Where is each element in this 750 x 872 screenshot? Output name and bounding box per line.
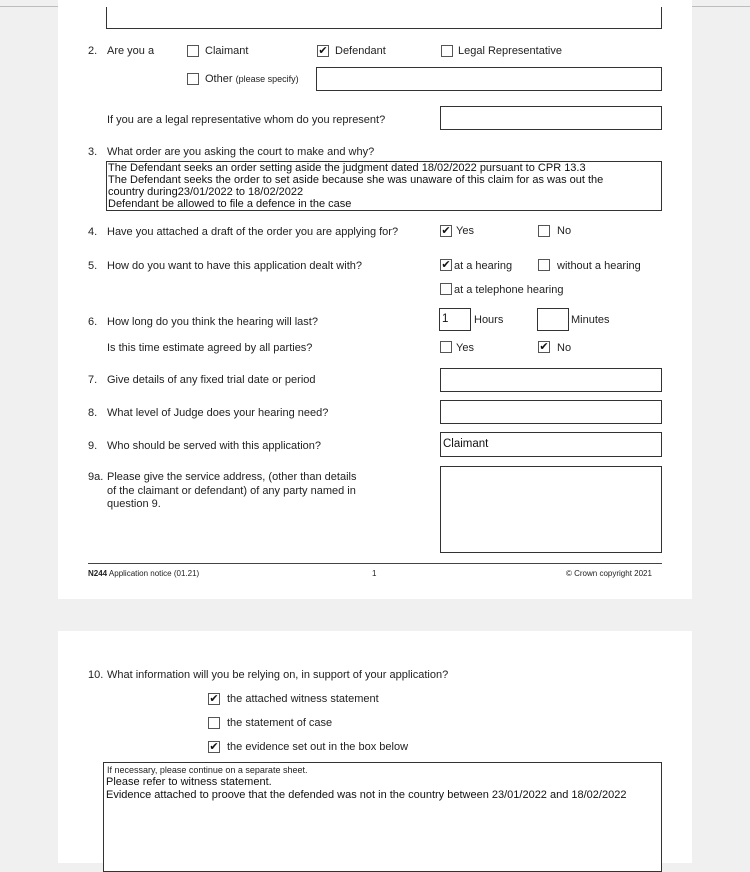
question-number: 2.	[88, 45, 98, 57]
without-hearing-label: without a hearing	[557, 260, 641, 272]
legal-representative-label: Legal Representative	[458, 45, 562, 57]
judge-level-field[interactable]	[440, 400, 662, 424]
evidence-text-field[interactable]	[103, 762, 662, 872]
question-number: 4.	[88, 226, 98, 238]
witness-statement-checkbox[interactable]: ✔	[209, 692, 219, 705]
question-text: Have you attached a draft of the order you are applying for?	[107, 226, 399, 238]
evidence-below-checkbox[interactable]: ✔	[209, 740, 219, 753]
question-text: Are you a	[107, 45, 155, 57]
question-number: 7.	[88, 374, 98, 386]
form-page-2	[58, 631, 692, 863]
hours-label: Hours	[474, 314, 504, 326]
evidence-hint: If necessary, please continue on a separate sheet.	[107, 765, 308, 775]
question-line: of the claimant or defendant) of any party named in	[107, 484, 356, 497]
evidence-below-label: the evidence set out in the box below	[227, 741, 409, 753]
previous-answer-field[interactable]	[106, 7, 662, 29]
trial-date-field[interactable]	[440, 368, 662, 392]
question-text: How long do you think the hearing will last?	[107, 316, 318, 328]
other-hint: (please specify)	[235, 74, 299, 84]
question-number: 3.	[88, 146, 98, 158]
other-specify-field[interactable]	[316, 67, 662, 91]
question-number: 10.	[88, 669, 104, 681]
question-text: How do you want to have this application dealt with?	[107, 260, 362, 272]
statement-of-case-label: the statement of case	[227, 717, 333, 729]
question-text	[107, 471, 356, 512]
question-text: Give details of any fixed trial date or period	[107, 374, 316, 386]
claimant-checkbox[interactable]	[187, 45, 199, 57]
draft-yes-label: Yes	[456, 225, 474, 237]
telephone-hearing-label: at a telephone hearing	[454, 284, 564, 296]
order-line: The Defendant seeks an order setting aside the judgment dated 18/02/2022 pursuant to CPR 13.3	[108, 162, 586, 174]
question-number: 5.	[88, 260, 98, 272]
claimant-label: Claimant	[205, 45, 249, 57]
service-address-field[interactable]	[440, 466, 662, 553]
agreed-yes-label: Yes	[456, 342, 474, 354]
served-with-field[interactable]: Claimant	[440, 432, 662, 457]
draft-no-label: No	[557, 225, 572, 237]
question-number: 8.	[88, 407, 98, 419]
agreed-no-label: No	[557, 342, 572, 354]
telephone-hearing-checkbox[interactable]	[440, 283, 452, 295]
question-number: 9a.	[88, 471, 104, 483]
statement-of-case-checkbox[interactable]	[208, 717, 220, 729]
draft-no-checkbox[interactable]	[538, 225, 550, 237]
evidence-line: Evidence attached to proove that the defended was not in the country between 23/01/2022 and 18/02/2022	[106, 789, 627, 801]
minutes-field[interactable]	[537, 308, 569, 331]
page-number: 1	[372, 569, 377, 578]
question-number: 9.	[88, 440, 98, 452]
agreed-no-checkbox[interactable]: ✔	[539, 340, 549, 353]
evidence-line: Please refer to witness statement.	[106, 776, 272, 788]
order-line: Defendant be allowed to file a defence in the case	[108, 198, 352, 210]
agreed-yes-checkbox[interactable]	[440, 341, 452, 353]
question-line: Please give the service address, (other than details	[107, 471, 357, 483]
question-number: 6.	[88, 316, 98, 328]
at-hearing-label: at a hearing	[454, 260, 513, 272]
legal-rep-question: If you are a legal representative whom do you represent?	[107, 114, 386, 126]
without-hearing-checkbox[interactable]	[538, 259, 550, 271]
represent-field[interactable]	[440, 106, 662, 130]
form-footer-code	[88, 569, 199, 578]
order-details-field[interactable]	[106, 161, 662, 211]
legal-representative-checkbox[interactable]	[441, 45, 453, 57]
order-line: The Defendant seeks the order to set aside because she was unaware of this claim for as was out the	[108, 174, 604, 186]
form-page-1	[58, 0, 692, 599]
question-text: What order are you asking the court to make and why?	[107, 146, 375, 158]
other-label-text: Other	[205, 73, 233, 85]
copyright: © Crown copyright 2021	[566, 569, 652, 578]
form-name: Application notice (01.21)	[108, 569, 200, 578]
other-label	[205, 73, 299, 85]
question-text: Who should be served with this application?	[107, 440, 322, 452]
minutes-label: Minutes	[571, 314, 610, 326]
defendant-label: Defendant	[335, 45, 386, 57]
agreed-question: Is this time estimate agreed by all parties?	[107, 342, 313, 354]
form-code: N244	[88, 569, 108, 578]
draft-yes-checkbox[interactable]: ✔	[441, 224, 451, 237]
other-checkbox[interactable]	[187, 73, 199, 85]
at-hearing-checkbox[interactable]: ✔	[441, 258, 451, 271]
question-text: What information will you be relying on, in support of your application?	[107, 669, 449, 681]
witness-statement-label: the attached witness statement	[227, 693, 379, 705]
defendant-checkbox[interactable]: ✔	[318, 44, 328, 57]
question-text: What level of Judge does your hearing need?	[107, 407, 329, 419]
order-line: country during23/01/2022 to 18/02/2022	[108, 186, 304, 198]
question-line: question 9.	[107, 498, 161, 510]
hours-field[interactable]: 1	[439, 308, 471, 331]
footer-divider	[88, 563, 662, 564]
